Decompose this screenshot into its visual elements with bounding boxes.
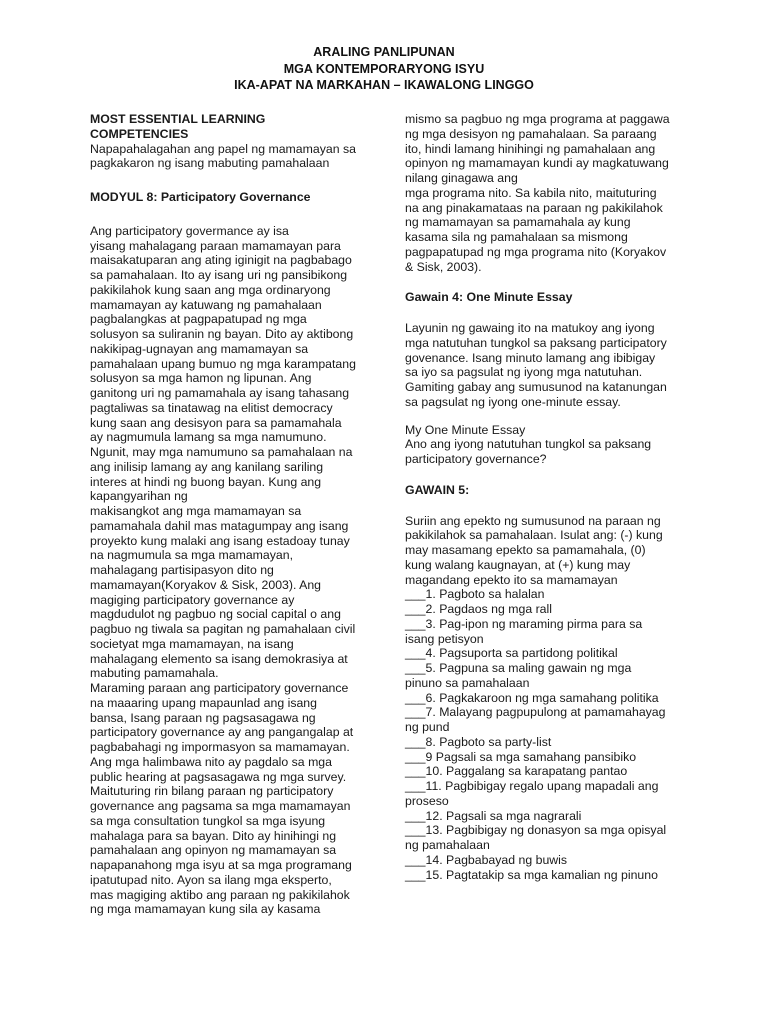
list-item: ___9 Pagsali sa mga samahang pansibiko	[405, 749, 637, 764]
list-item: ___3. Pag-ipon ng maraming pirma para sa isang petisyon	[405, 616, 643, 646]
list-item: ___11. Pagbibigay regalo upang mapadali ang proseso	[405, 779, 659, 808]
melc-text: Napapahalagahan ang papel ng mamamayan sa pagkakaron ng isang mabuting pamahalaan	[90, 141, 356, 171]
right-column	[405, 112, 680, 882]
gawain5-heading: GAWAIN 5:	[405, 482, 470, 497]
melc-heading: MOST ESSENTIAL LEARNING COMPETENCIES	[90, 112, 266, 141]
list-item: ___10. Paggalang sa karapatang pantao	[405, 764, 628, 779]
gawain4-heading: Gawain 4: One Minute Essay	[405, 290, 573, 305]
gawain4-text: Layunin ng gawaing ito na matukoy ang iyong mga natutuhan tungkol sa paksang participatory govenance. Isang minuto lamang ang ibibigay sa iyo sa pagsulat ng iyong mga natutuhan. Gamiting gabay ang sumusunod na katanungan sa pagsulat ng iyong one-minute essay.	[405, 321, 667, 409]
subject-title: ARALING PANLIPUNAN	[313, 45, 455, 59]
list-item: ___14. Pagbabayad ng buwis	[405, 852, 568, 867]
list-item: ___5. Pagpuna sa maling gawain ng mga pinuno sa pamahalaan	[405, 661, 632, 690]
gawain5-instructions: Suriin ang epekto ng sumusunod na paraan ng pakikilahok sa pamahalaan. Isulat ang: (-) kung may masamang epekto sa pamamahala, (0) kung walang kaugnayan, at (+) kung may magandang epekto ito sa mamamayan	[405, 513, 663, 587]
list-item: ___8. Pagboto sa party-list	[405, 734, 552, 749]
list-item: ___4. Pagsuporta sa partidong politikal	[405, 646, 618, 661]
left-column	[90, 112, 370, 917]
list-item: ___2. Pagdaos ng mga rall	[405, 602, 552, 616]
essay-title: My One Minute Essay	[405, 422, 526, 437]
list-item: ___15. Pagtatakip sa mga kamalian ng pinuno	[405, 867, 658, 882]
list-item: ___7. Malayang pagpupulong at pamamahayag ng pund	[405, 705, 666, 734]
module-heading: MODYUL 8: Participatory Governance	[90, 190, 311, 204]
list-item: ___6. Pagkakaroon ng mga samahang politika	[405, 690, 659, 705]
list-item: ___1. Pagboto sa halalan	[405, 587, 545, 602]
list-item: ___13. Pagbibigay ng donasyon sa mga opisyal ng pamahalaan	[405, 823, 667, 852]
gawain5-item-list	[405, 587, 680, 882]
topic-title: MGA KONTEMPORARYONG ISYU	[283, 61, 485, 76]
essay-question: Ano ang iyong natutuhan tungkol sa paksang participatory governance?	[405, 437, 652, 466]
module-body-text: Ang participatory govermance ay isa yisang mahalagang paraan mamamayan para maisakatuparan ang ating iginigit na pagbabago sa pamahalaan. Ito ay isang uri ng pansibikong pakikilahok kung saan ang mga ordinaryong mamamayan ay katuwang ng pamahalaan pagbalangkas at pagpapatupad ng mga solusyon sa suliranin ng bayan. Dito ay aktibong nakikipag-ugnayan ang mamamayan sa pamahalaan upang bumuo ng mga karampatang solusyon sa mga hamon ng lipunan. Ang ganitong uri ng pamamahala ay isang tahasang pagtaliwas sa tinatawag na elitist democracy kung saan ang desisyon para sa pamamahala ay nagmumula lamang sa mga namumuno. Ngunit, may mga namumuno sa pamahalaan na ang inilisip lamang ay ang kanilang sariling interes at hindi ng buong bayan. Kung ang kapangyarihan ng makisangkot ang mga mamamayan sa pamamahala dahil mas matagumpay ang isang proyekto kung malaki ang isang estadoay tunay na nagmumula sa mga mamamayan, mahalagang partisipasyon dito ng mamamayan(Koryakov & Sisk, 2003). Ang magiging participatory governance ay magdudulot ng pagbuo ng social capital o ang pagbuo ng tiwala sa pagitan ng pamahalaan civil societyat mga mamamayan, na isang mahalagang elemento sa isang demokrasiya at mabuting pamamahala. Maraming paraan ang participatory governance na maaaring upang mapaunlad ang isang bansa, Isang paraan ng pagsasagawa ng participatory governance ay ang pangangalap at pagbabahagi ng impormasyon sa mamamayan. Ang mga halimbawa nito ay pagdalo sa mga public hearing at pagsasagawa ng mga survey. Maituturing rin bilang paraan ng participatory governance ang pagsama sa mga mamamayan sa mga consultation tungkol sa mga isyung mahalaga para sa bayan. Dito ay hinihingi ng pamahalaan ang opinyon ng mamamayan sa napapanahong mga isyu at sa mga programang ipatutupad nito. Ayon sa ilang mga eksperto, mas magiging aktibo ang paraan ng pakikilahok ng mga mamamayan kung sila ay kasama	[90, 223, 356, 917]
quarter-week-title: IKA-APAT NA MARKAHAN – IKAWALONG LINGGO	[234, 78, 534, 92]
module-body-continued: mismo sa pagbuo ng mga programa at paggawa ng mga desisyon ng pamahalaan. Sa paraang ito, hindi lamang hinihingi ng pamahalaan ang opinyon ng mamamayan kundi ay magkatuwang nilang ginagawa ang mga programa nito. Sa kabila nito, maituturing na ang pinakamataas na paraan ng pakikilahok ng mamamayan sa pamamahala ay kung kasama sila ng pamahalaan sa mismong pagpapatupad ng mga programa nito (Koryakov & Sisk, 2003).	[405, 112, 670, 274]
list-item: ___12. Pagsali sa mga nagrarali	[405, 808, 582, 823]
document-header	[0, 44, 768, 94]
